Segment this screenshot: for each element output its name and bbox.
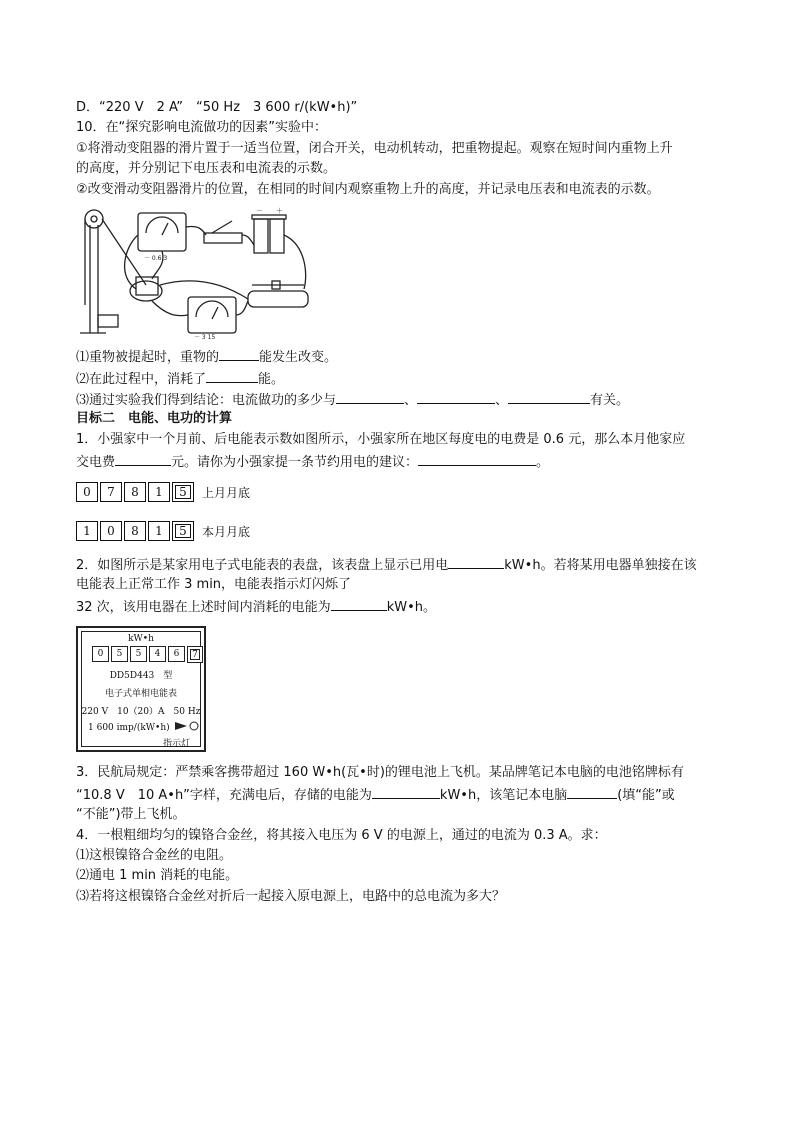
t3-text-b: “10.8 V 10 A•h”字样，充满电后，存储的电能为 (76, 788, 372, 803)
task-4-part-2: ⑵通电 1 min 消耗的电能。 (76, 868, 239, 883)
section-heading: 目标二 电能、电功的计算 (76, 411, 233, 426)
question-10-part-2 (76, 369, 284, 389)
answer-blank[interactable] (508, 390, 590, 404)
answer-blank[interactable] (567, 785, 617, 799)
q10-3-text-b: 有关。 (590, 393, 630, 408)
q10-1-text-b: 能发生改变。 (259, 350, 338, 365)
t2-text-a: 2．如图所示是某家用电子式电能表的表盘，该表盘上显示已用电 (76, 558, 449, 573)
panel-spec: 220 V 10（20）A 50 Hz (81, 707, 201, 717)
indicator-light-icon (175, 721, 201, 734)
meter-digit-decimal: 5 (172, 482, 194, 502)
panel-model: DD5D443 型 (109, 671, 173, 681)
meter-this-month (76, 521, 250, 541)
task-1-line-a: 1．小强家中一个月前、后电能表示数如图所示，小强家所在地区每度电的电费是 0.6 元，那么本月他家应 (76, 432, 686, 447)
panel-unit: kW•h (128, 634, 154, 644)
answer-blank[interactable] (206, 369, 258, 383)
question-10-title: 10．在“探究影响电流做功的因素”实验中： (76, 120, 328, 135)
question-10-part-3 (76, 390, 629, 410)
meter-digit: 8 (124, 482, 146, 502)
electronic-meter-panel (76, 626, 206, 752)
panel-digit: 5 (130, 646, 147, 662)
task-4-line-a: 4．一根粗细均匀的镍铬合金丝，将其接入电压为 6 V 的电源上，通过的电流为 0.3 A。求： (76, 828, 607, 843)
task-3-line-c: “不能”)带上飞机。 (76, 807, 186, 822)
task-1-line-b (76, 452, 549, 472)
meter-label-this-month: 本月月底 (202, 524, 251, 539)
answer-blank[interactable] (336, 390, 404, 404)
q10-1-text-a: ⑴重物被提起时，重物的 (76, 350, 220, 365)
answer-blank[interactable] (219, 347, 259, 361)
ammeter-scale-label: － 0.6 3 (144, 255, 168, 262)
panel-digit: 6 (168, 646, 185, 662)
meter-digit-decimal: 5 (172, 521, 194, 541)
meter-digit: 1 (148, 521, 170, 541)
task-3-line-b (76, 785, 675, 805)
panel-imp-row (88, 721, 201, 734)
answer-blank[interactable] (418, 452, 536, 466)
battery-minus-label: － (256, 207, 263, 215)
q10-2-text-a: ⑵在此过程中，消耗了 (76, 372, 207, 387)
q10-2-text-b: 能。 (258, 372, 285, 387)
task-2-line-a (76, 555, 697, 575)
meter-digit: 0 (76, 482, 98, 502)
question-10-part-1 (76, 347, 337, 367)
battery-plus-label: ＋ (276, 207, 283, 215)
step-1-line-b: 的高度，并分别记下电压表和电流表的示数。 (76, 161, 337, 176)
panel-digit: 0 (92, 646, 109, 662)
voltmeter-scale-label: － 3 15 (194, 334, 216, 339)
meter-digit: 8 (124, 521, 146, 541)
t2-text-e: kW•h。 (386, 600, 436, 615)
panel-name: 电子式单相电能表 (104, 689, 177, 699)
panel-digits (92, 646, 205, 663)
task-3-line-a: 3．民航局规定：严禁乘客携带超过 160 W•h(瓦•时)的锂电池上飞机。某品牌笔记本电脑的电池铭牌标有 (76, 765, 684, 780)
meter-last-month (76, 482, 250, 502)
meter-digit: 1 (148, 482, 170, 502)
answer-blank[interactable] (448, 555, 504, 569)
option-d: D．“220 V 2 A” “50 Hz 3 600 r/(kW•h)” (76, 100, 358, 115)
t2-text-b: kW•h。若将某用电器单独接在该 (504, 558, 697, 573)
t1-text-c: 元。请你为小强家提一条节约用电的建议： (171, 455, 419, 470)
task-2-line-c (76, 597, 436, 617)
experiment-circuit-figure (76, 205, 316, 343)
t2-text-d: 32 次，该用电器在上述时间内消耗的电能为 (76, 600, 331, 615)
step-1-line-a: ①将滑动变阻器的滑片置于一适当位置，闭合开关，电动机转动，把重物提起。观察在短时间内重物上升 (76, 141, 673, 156)
panel-indicator: 指示灯 (162, 739, 190, 749)
q10-3-sep-1: 、 (404, 393, 418, 408)
t3-text-d: (填“能”或 (617, 788, 675, 803)
panel-imp: 1 600 imp/(kW•h) (88, 723, 170, 733)
answer-blank[interactable] (372, 785, 440, 799)
answer-blank[interactable] (417, 390, 495, 404)
answer-blank[interactable] (115, 452, 171, 466)
answer-blank[interactable] (331, 597, 387, 611)
meter-label-last-month: 上月月底 (202, 485, 251, 500)
panel-digit: 4 (149, 646, 166, 662)
panel-digit: 5 (111, 646, 128, 662)
t1-text-b: 交电费 (76, 455, 116, 470)
step-2: ②改变滑动变阻器滑片的位置，在相同的时间内观察重物上升的高度，并记录电压表和电流表的示数。 (76, 182, 660, 197)
q10-3-sep-2: 、 (495, 393, 509, 408)
panel-digit-decimal: 7 (187, 646, 203, 663)
t3-text-c: kW•h，该笔记本电脑 (439, 788, 568, 803)
task-4-part-3: ⑶若将这根镍铬合金丝对折后一起接入原电源上，电路中的总电流为多大？ (76, 889, 506, 904)
q10-3-text-a: ⑶通过实验我们得到结论：电流做功的多少与 (76, 393, 337, 408)
meter-digit: 0 (100, 521, 122, 541)
t1-text-d: 。 (536, 455, 550, 470)
task-2-line-b: 电能表上正常工作 3 min，电能表指示灯闪烁了 (76, 577, 352, 592)
task-4-part-1: ⑴这根镍铬合金丝的电阻。 (76, 848, 233, 863)
meter-digit: 1 (76, 521, 98, 541)
meter-digit: 7 (100, 482, 122, 502)
